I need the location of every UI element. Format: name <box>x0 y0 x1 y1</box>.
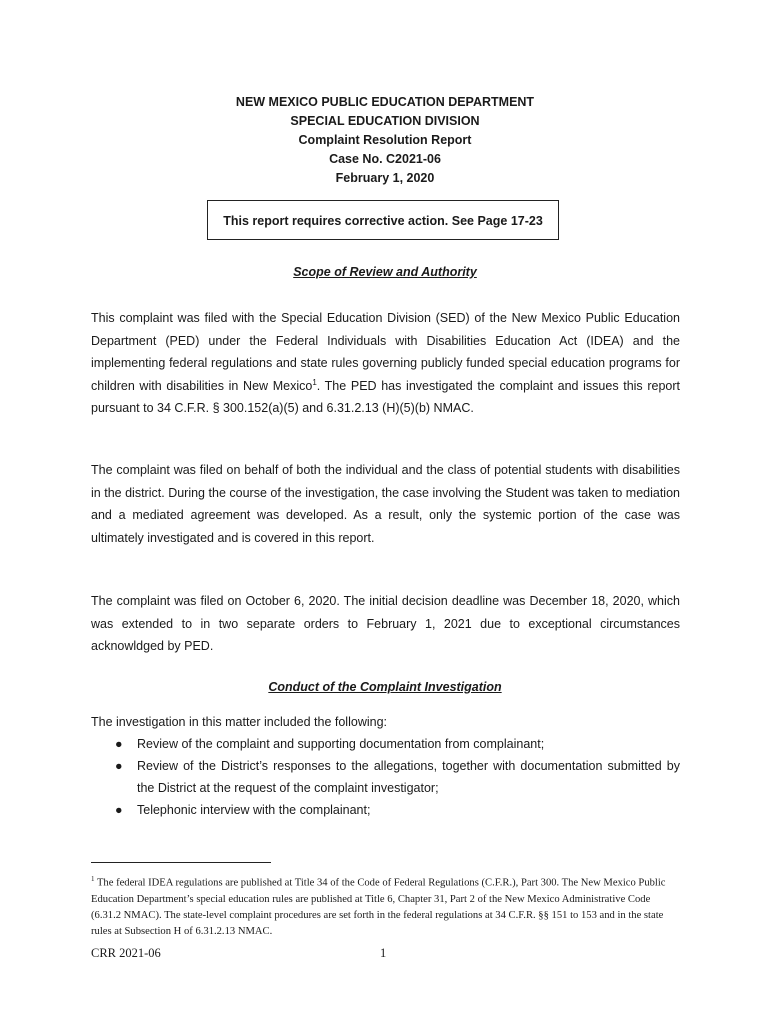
conduct-heading: Conduct of the Complaint Investigation <box>268 680 502 694</box>
header-agency: NEW MEXICO PUBLIC EDUCATION DEPARTMENT <box>235 95 535 109</box>
scope-paragraph-3 <box>91 590 680 658</box>
bullet-icon: ● <box>115 803 123 817</box>
list-item <box>115 755 680 799</box>
investigation-list <box>91 733 680 821</box>
scope-p1-rest: . The PED has investigated the complaint and issues this report pursuant to 34 C.F.R. § 300.152(a)(5) and 6.31.2.13 (H)(5)(b) NMAC. <box>91 378 680 415</box>
header-division: SPECIAL EDUCATION DIVISION <box>290 114 480 128</box>
list-item-text: Review of the complaint and supporting documentation from complainant; <box>137 737 545 751</box>
list-item <box>115 799 680 821</box>
header-date: February 1, 2020 <box>335 171 435 185</box>
scope-paragraph-1 <box>91 307 680 420</box>
header-case-number: Case No. C2021-06 <box>329 152 441 166</box>
notice-text: This report requires corrective action. See Page 17-23 <box>223 214 543 228</box>
footnote-divider <box>91 862 271 863</box>
scope-p3-text: The complaint was filed on October 6, 2020. The initial decision deadline was December 18, 2020, which was extended to in two separate orders to February 1, 2021 due to exceptional circumstances acknowldged by PED. <box>91 594 680 653</box>
footnote <box>91 871 681 940</box>
list-item-text: Review of the District’s responses to the allegations, together with documentation submitted by the District at the request of the complaint investigator; <box>137 759 680 795</box>
footnote-mark: 1 <box>91 875 95 883</box>
header-report-title: Complaint Resolution Report <box>298 133 472 147</box>
footnote-reference: 1 <box>312 377 317 387</box>
scope-paragraph-2 <box>91 459 680 549</box>
bullet-icon: ● <box>115 759 123 773</box>
list-item-text: Telephonic interview with the complainant; <box>137 803 371 817</box>
list-item <box>115 733 680 755</box>
scope-heading: Scope of Review and Authority <box>293 265 477 279</box>
footer-page-number: 1 <box>380 946 387 960</box>
conduct-intro: The investigation in this matter included the following: <box>91 715 387 729</box>
conduct-section <box>91 711 680 821</box>
scope-p1-text: This complaint was filed with the Special Education Division (SED) of the New Mexico Public Education Department (PED) under the Federal Individuals with Disabilities Education Act (IDEA) and the implementing federal regulations and state rules governing publicly funded special education programs for children with disabilities in New Mexico <box>91 311 680 393</box>
footnote-text: The federal IDEA regulations are published at Title 34 of the Code of Federal Regulations (C.F.R.), Part 300. The New Mexico Public Education Department’s special education rules are published at Title 6, Chapter 31, Part 2 of the New Mexico Administrative Code (6.31.2 NMAC). The state-level complaint procedures are set forth in the federal regulations at 34 C.F.R. §§ 151 to 153 and in the state rules at Subsection H of 6.31.2.13 NMAC. <box>91 877 666 937</box>
corrective-action-notice <box>207 200 559 240</box>
footer-report-id: CRR 2021-06 <box>91 946 161 960</box>
scope-p2-text: The complaint was filed on behalf of both the individual and the class of potential students with disabilities in the district. During the course of the investigation, the case involving the Student was taken to mediation and a mediated agreement was developed. As a result, only the systemic portion of the case was ultimately investigated and is covered in this report. <box>91 463 680 545</box>
bullet-icon: ● <box>115 737 123 751</box>
document-header <box>0 93 770 188</box>
